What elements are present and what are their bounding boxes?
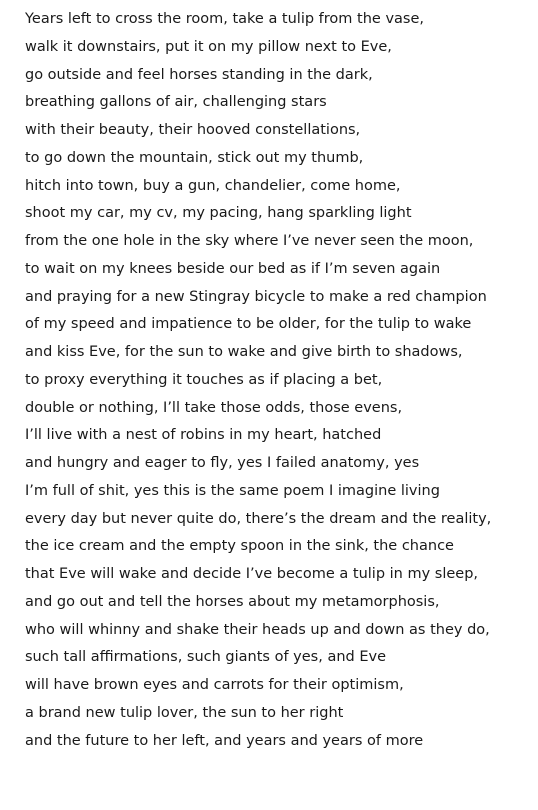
poem-line: and praying for a new Stingray bicycle to make a red champion — [25, 288, 487, 305]
poem-line: shoot my car, my cv, my pacing, hang sparkling light — [25, 205, 412, 222]
poem-line: who will whinny and shake their heads up and down as they do, — [25, 621, 490, 638]
poem-line: to go down the mountain, stick out my thumb, — [25, 149, 364, 166]
poem-line: the ice cream and the empty spoon in the sink, the chance — [25, 538, 454, 555]
poem-line: and kiss Eve, for the sun to wake and give birth to shadows, — [25, 344, 463, 360]
poem-line: such tall affirmations, such giants of yes, and Eve — [25, 649, 387, 666]
poem-line: a brand new tulip lover, the sun to her right — [25, 704, 344, 721]
poem-line: of my speed and impatience to be older, for the tulip to wake — [25, 316, 472, 333]
poem-line: I’m full of shit, yes this is the same poem I imagine living — [25, 482, 440, 499]
poem-line: go outside and feel horses standing in the dark, — [25, 66, 373, 83]
poem-line: every day but never quite do, there’s the dream and the reality, — [25, 510, 492, 527]
poem-line: and hungry and eager to fly, yes I failed anatomy, yes — [25, 455, 420, 471]
poem-line: hitch into town, buy a gun, chandelier, come home, — [25, 177, 401, 194]
poem-line: that Eve will wake and decide I’ve become a tulip in my sleep, — [25, 566, 479, 582]
poem-line: I’ll live with a nest of robins in my heart, hatched — [25, 427, 382, 444]
poem-line: and the future to her left, and years and years of more — [25, 732, 424, 749]
poem-line: breathing gallons of air, challenging stars — [25, 94, 327, 111]
poem-line: Years left to cross the room, take a tulip from the vase, — [25, 11, 424, 27]
poem-line: and go out and tell the horses about my metamorphosis, — [25, 593, 440, 610]
poem-line: to wait on my knees beside our bed as if I’m seven again — [25, 260, 441, 277]
poem-text — [25, 9, 530, 758]
poem-line: double or nothing, I’ll take those odds, those evens, — [25, 399, 403, 416]
poem-line: from the one hole in the sky where I’ve never seen the moon, — [25, 233, 474, 249]
poem-line: walk it downstairs, put it on my pillow next to Eve, — [25, 38, 392, 55]
poem-line: with their beauty, their hooved constellations, — [25, 122, 361, 138]
poem-line: will have brown eyes and carrots for their optimism, — [25, 677, 404, 693]
poem-line: to proxy everything it touches as if placing a bet, — [25, 371, 383, 388]
